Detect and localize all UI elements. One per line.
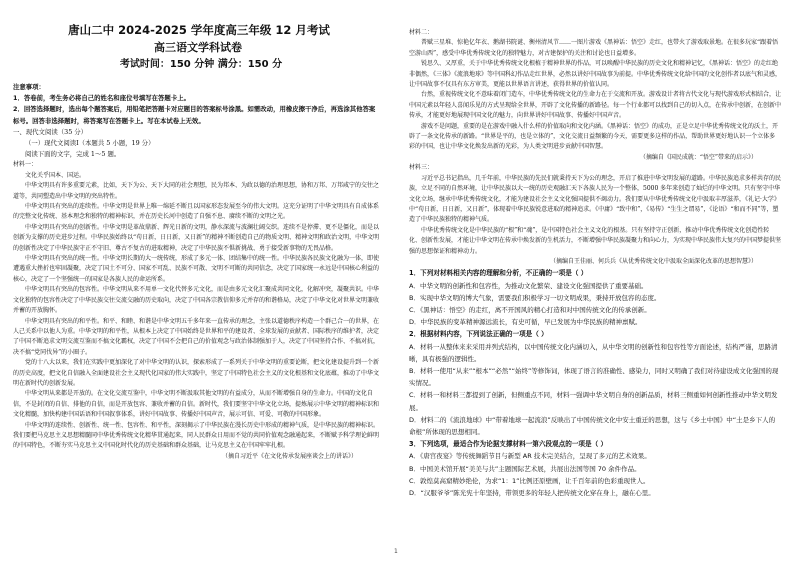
material-paragraph: 中华文明具有突出的创新性。中华文明是革故鼎新、辉光日新的文明，静水深流与波澜壮阔交织。连续不是停滞、更不是僵化，而是以创新为支撑的历史进步过程。中华民族始终以“苟日新，日日新，又日新”的精神不断创造自己的物质文明、精神文明和政治文明，中华文明的创新性决定了中华民族守正不守旧、尊古不复古的进取精神，决定了中华民族不惧新挑战、勇于接受新事物的无畏品格。 (13, 223, 380, 252)
material-source: （摘编自《国民成就：“悟空”带来的启示》） (639, 153, 757, 161)
exam-info: 考试时间：150 分钟 满分：150 分 (119, 59, 283, 70)
left-column (13, 22, 381, 462)
page-number: 1 (394, 548, 398, 555)
question-option: B．中国美术馆开展“美美与共”主题国际艺术展，共展出法国等国 70 余件作品。 (409, 464, 641, 473)
material-paragraph: 中华优秀传统文化是中华民族的“根”和“魂”，是中国特色社会主义文化的根基。只有坚持守正创新，推动中华优秀传统文化创造性转化、创新性发展，才能让中华文明在传承中焕发新的生机活力，不断增强中华民族凝聚力和向心力，为实现中华民族伟大复兴的中国梦提供坚强的思想保证和精神动力。 (409, 226, 782, 255)
material-paragraph: 普赋三星堆、惊艳亿年衣、鹅湖书院谜、衡州清风节……一图片游戏《黑神话：悟空》走红，也带火了游戏取景地。在很多玩家“跟着悟空游山西”，感受中华优秀传统文化的独特魅力，对古建保护的关注和讨论也日益增多。 (409, 39, 779, 57)
question-option: B．实现中华文明的博大气象，需要我们积极学习一切文明成果，秉持开放包容的态度。 (409, 293, 661, 302)
question-option: A．材料一从整体来来采用并列式结构，以中国传统文化内涵切入，从中华文明的创新性和包容性等方面论述，结构严谨，思路清晰，具有极强的逻辑性。 (409, 342, 778, 363)
material-paragraph: 台然，重视传统文化不意味着闭门造车，中华优秀传统文化的生命力在于交流和开放。游戏设计者将古代文化与现代游戏形式相结合，让中国元素以年轻人喜闻乐见的方式呈现给全世界，开辟了文化传播的新路径。每一个行业都可以找到自己的切入点，在传承中创新，在创新中传承，才能更好地展现中国文化的魅力，向世界讲好中国故事、传播好中国声音。 (409, 91, 782, 120)
material-source: （摘编自王佳丽、何兵兵《从优秀传统文化中汲取全面深化改革的思想智慧》） (549, 257, 757, 265)
exam-title: 唐山二中 2024-2025 学年度高三年级 12 月考试 (68, 23, 330, 37)
question-option: D．中华民族的变革精神源远流长，有史可循，早已发展为中华民族的精神禀赋。 (409, 318, 642, 327)
question-option: C．材料一和材料三都提到了创新，但侧重点不同，材料一强调中华文明自身的创新品质，材料三侧重如何创新性推动中华文明发展。 (409, 391, 778, 412)
instruction: 阅读下面的文字，完成 1～5 题。 (25, 150, 121, 159)
question-option: A．中华文明的创新性和包容性，为推动文化繁荣、建设文化强国提供了重要基础。 (409, 281, 648, 290)
question-option: B．材料一使用“从来”“根本”“必然”“始终”等修饰词，体现了语言的准确性、感染力，同时又明确了我们对待建设成文化强国的现实情况。 (409, 366, 779, 388)
notes-heading: 注意事项： (13, 83, 45, 91)
material-paragraph: 中华文明具有突出的和平性。和平、和睦、和谐是中华文明五千多年来一直传承的理念，主张以道德秩序构造一个群己合一的世界，在人己关系中以他人为重。中华文明的和平性，从根本上决定了中国始终是世界和平的建设者、全球发展的贡献者、国际秩序的维护者，决定了中国不断追求文明交流互鉴而不搞文化霸权，决定了中国不会把自己的价值观念与政治体制强加于人，决定了中国坚持合作、不搞对抗，决不搞“党同伐异”的小圈子。 (13, 317, 380, 356)
question-option: C．《黑神话：悟空》的走红，离不开国风的精心打造和对中国传统文化的传承创新。 (409, 305, 651, 314)
material-paragraph: 党的十八大以来，我们在实践中更加深化了对中华文明的认识，探索形成了一系列关于中华文明的重要论断，把文化建设提升到一个新的历史高度，把文化自信融入全面建设社会主义现代化国家的伟大实践中，坚定了中国特色社会主义的文化根基和文化底蕴，推动了中华文明在新时代的创新发展。 (13, 359, 380, 387)
material-label: 材料一： (13, 161, 38, 169)
question-option: D．“汉服爷爷”陈光宪十年坚持，带领更多的年轻人把传统文化穿在身上，融在心里。 (409, 489, 655, 497)
material-paragraph: 中华文明具有突出的统一性。中华文明长期的大一统传统，形成了多元一体、团结集中的统一性。中华民族各民族文化融为一体，即使遭遇重大挫折也牢固凝聚，决定了国土不可分、国家不可乱、民族不可散、文明不可断的共同信念，决定了国家统一永远是中国核心利益的核心，决定了一个坚强统一的国家是各族人民的命运所系。 (13, 255, 380, 283)
section-heading: 一、现代文阅读（35 分） (13, 127, 88, 136)
material-label: 材料二： (409, 29, 434, 36)
question-option: C．敦煌莫高窟精妙绝伦，为求“1：1”比例还原壁画，让千百年前的色彩重现世人。 (409, 476, 650, 485)
note-item: 2．回答选择题时，选出每个题答案后，用铅笔把答题卡对应题目的答案标号涂黑。如需改动，用橡皮擦干净后，再选涂其他答案标号。回答非选择题时，将答案写在答题卡上。写在本试卷上无效。 (13, 105, 376, 125)
question-option: A．《唐宫夜宴》等传统舞蹈节目与新型 AR 技术完美结合，呈现了多元的艺术效果。 (409, 452, 651, 461)
material-intro: 文化关乎国本、国运。 (25, 171, 86, 179)
note-item: 1．答卷前，考生务必将自己的姓名和座位号填写在答题卡上。 (13, 94, 190, 103)
material-paragraph: 中华文明的连续性、创新性、统一性、包容性、和平性，深刻揭示了中华民族在漫长历史中形成的精神气质，是中华民族的精神标识。我们要把马克思主义思想精髓同中华优秀传统文化精华贯通起来，同人民群众日用而不觉的共同价值观念融通起来，不断赋予科学理论鲜明的中国特色，不断夯实马克思主义中国化时代化的历史基础和群众基础，让马克思主义在中国牢牢扎根。 (13, 421, 380, 450)
sub-heading: （一）现代文阅读Ⅰ（本题共 5 小题，19 分） (25, 139, 155, 148)
question-stem: 3．下列选项，最适合作为论据支撑材料一第六段观点的一项是（ ） (409, 440, 608, 449)
exam-subtitle: 高三语文学科试卷 (154, 41, 242, 54)
material-paragraph: 锐思久、又厚重，关于中华优秀传统文化根植于精神世界的作品，可以唤醒中华民族的历史文化和精神记忆，《黑神话：悟空》的走红绝非偶然，《三体》《流浪地球》等中国科幻作品走红世界，必然以讲好中国故事为前提。中华优秀传统文化给中国的文化创作者以底气和灵感，让中国故事不仅具有东方审美，更能以世界语言讲述，获得世界的价值认同。 (409, 60, 782, 89)
question-stem: 2．根据材料内容，下列说法正确的一项是（ ） (409, 330, 548, 339)
question-stem: 1．下列对材料相关内容的理解和分析，不正确的一项是（ ） (409, 269, 588, 278)
question-option: D．材料二的《流浪地球》中“带着地球一起流浪”反映出了中国传统文化中安土重迁的思想，这与《乡土中国》中“土是乡下人的命根”所体现的思想相同。 (409, 415, 776, 436)
material-paragraph: 中华文明具有突出的连续性。中华文明是世界上唯一绵延不断且以国家形态发展至今的伟大文明。这充分证明了中华文明具有自成体系的完整文化传统、基本理念和独特的精神标识，并在历史长河中创造了自强不息、赓续不断的文明之光。 (13, 203, 380, 221)
material-paragraph: 中华文明从来都是开放的。在文化交流互鉴中，中华文明不断汲取其他文明的有益成分，从而不断增强自身的生命力。中国的文化自信，不是封闭的自信、排他的自信，而是开放包容、兼收并蓄的自信。新时代，我们要坚守中华文化立场，提炼展示中华文明的精神标识和文化精髓，加快构建中国话语和中国叙事体系，讲好中国故事、传播好中国声音，展示可信、可爱、可敬的中国形象。 (13, 390, 380, 419)
right-column (409, 28, 781, 499)
material-paragraph: 游戏不是问题，重要的是在游戏中融入什么样的价值取向和文化内涵。《黑神话：悟空》的成功，正是立足中华优秀传统文化的沃土，开辟了一条文化传承的新路。“世界是平的，也是立体的”，文化交流日益频繁的今天，需要更多这样的作品，帮助世界更好地认识一个立体多彩的中国，也让中华文化焕发出新的光彩，为人类文明进步贡献中国智慧。 (409, 122, 779, 151)
material-source: （摘自习近平《在文化传承发展座谈会上的讲话》） (221, 452, 357, 460)
material-paragraph: 中华文明具有突出的包容性。中华文明从来不用单一文化代替多元文化，而是由多元文化汇聚成共同文化，化解冲突，凝聚共识。中华文化独特的包容性决定了中华民族交往交流交融的历史取向，决定了中国各宗教信仰多元并存的和谐格局，决定了中华文化对世界文明兼收并蓄的开放胸怀。 (13, 286, 380, 315)
material-paragraph: 中华文明具有许多重要元素，比如，天下为公、天下大同的社会理想，民为邦本、为政以德的治理思想，协和万邦、万邦咸宁的交往之道等，共同塑造出中华文明的突出特性。 (13, 182, 380, 200)
material-label: 材料三： (409, 164, 434, 172)
material-paragraph: 习近平总书记指出，几千年前，中华民族的先民们就秉持天下为公的理念，开启了推进中华文明发展的道路。中华民族追求多样共存的民族，立足不同的自然环境，让中华民族以大一统的历史观融汇天下各族人民为一个整体，5000 多年来创造了灿烂的中华文明。只有坚守中华文化立场，继承中华优秀传统文化，才能为建设社会主义文化强国提供不竭动力。我们要从中华优秀传统文化中汲取丰厚滋养，《礼记·大学》中“苟日新，日日新，又日新”，体现着中华民族锐意进取的精神追求。《中庸》“致中和”，《易传》“生生之谓易”，《论语》“和而不同”等，塑造了中华民族独特的精神气质。 (409, 174, 782, 224)
